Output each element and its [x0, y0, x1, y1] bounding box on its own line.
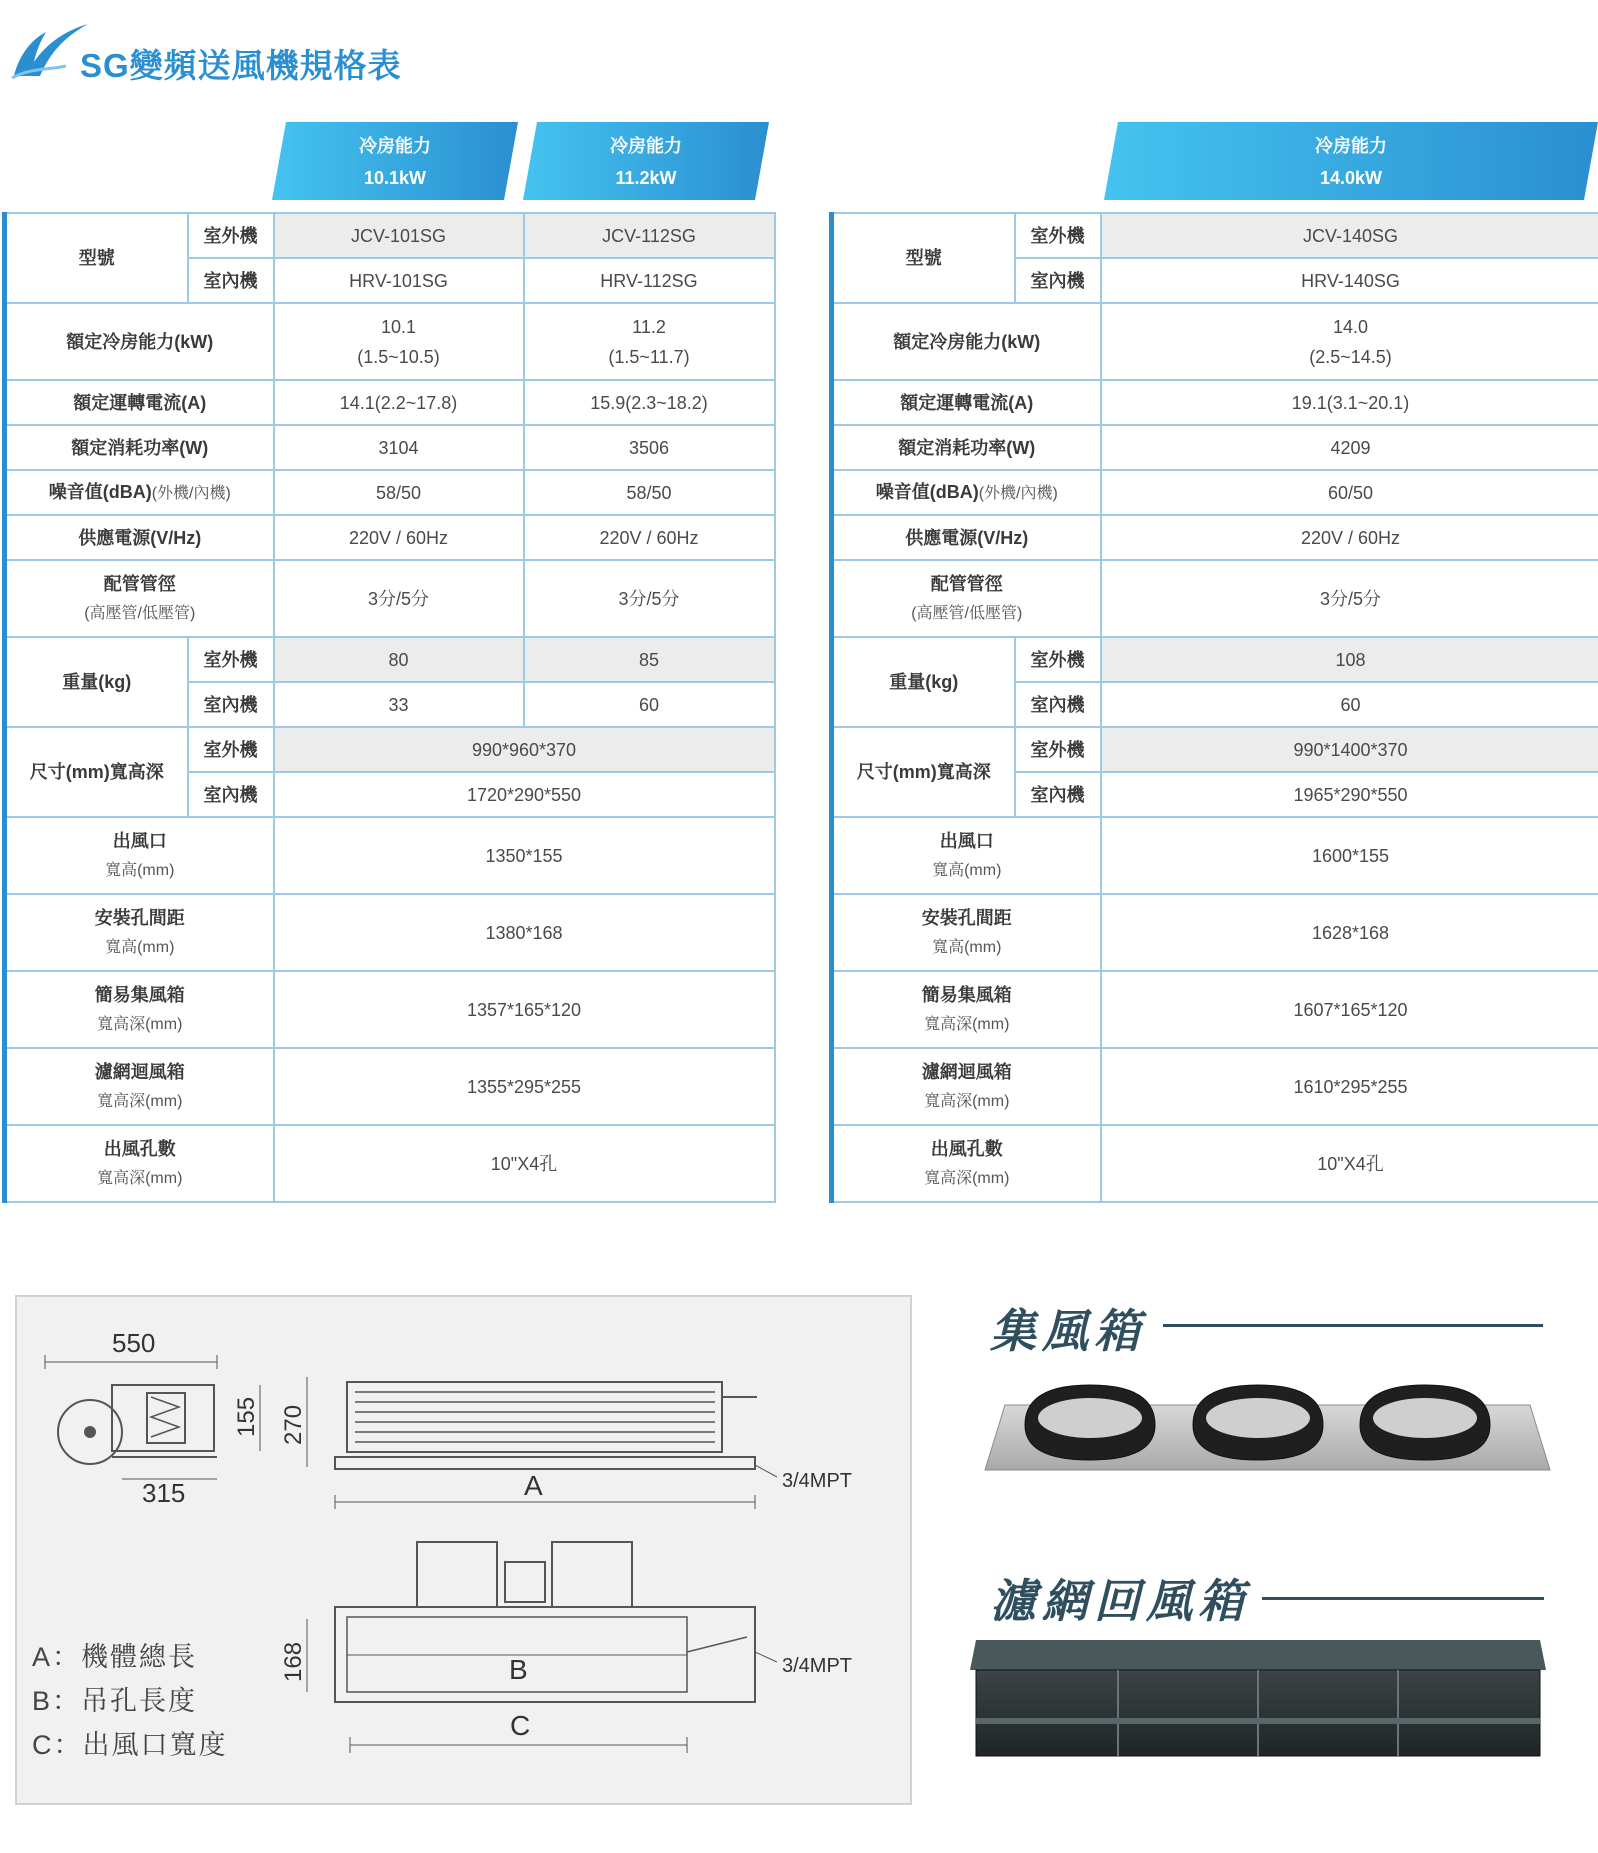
outlet-count-label: 出風孔數 — [930, 1138, 1003, 1159]
cooling-range: (2.5~14.5) — [1309, 346, 1392, 367]
filter-return-box-title: 濾網回風箱 — [990, 1575, 1250, 1627]
mount-label: 安裝孔間距 — [94, 907, 185, 928]
spec-table-left — [2, 212, 776, 1203]
mount-label-sub: 寬高(mm) — [105, 938, 175, 956]
plenum-label: 簡易集風箱 — [94, 984, 185, 1005]
legend-c: C：出風口寬度 — [32, 1730, 228, 1760]
sub-label-outdoor: 室外機 — [188, 637, 274, 682]
cell-plenum: 1607*165*120 — [1101, 971, 1598, 1048]
outlet-label: 出風口 — [112, 830, 167, 851]
table-row — [5, 303, 775, 380]
row-label-rated-cooling: 額定冷房能力(kW) — [5, 303, 274, 380]
row-label-mount — [832, 894, 1101, 971]
table-row — [5, 380, 775, 425]
cell-outlet: 1350*155 — [274, 817, 775, 894]
table-row — [832, 470, 1598, 515]
row-label-weight: 重量(kg) — [5, 637, 188, 727]
cooling-value: 10.1 — [380, 316, 417, 337]
table-row — [832, 637, 1598, 682]
table-row — [5, 515, 775, 560]
table-row — [5, 727, 775, 772]
cell-size-indoor: 1720*290*550 — [274, 772, 775, 817]
table-row — [832, 894, 1598, 971]
cell-noise: 58/50 — [274, 470, 524, 515]
sub-label-outdoor: 室外機 — [188, 213, 274, 258]
row-label-rated-current: 額定運轉電流(A) — [832, 380, 1101, 425]
cell-size-outdoor: 990*1400*370 — [1101, 727, 1598, 772]
cell-outlet-count: 10"X4孔 — [274, 1125, 775, 1202]
cell-plenum: 1357*165*120 — [274, 971, 775, 1048]
noise-label-suffix: (外機/內機) — [151, 484, 231, 502]
cell-filter-box: 1610*295*255 — [1101, 1048, 1598, 1125]
legend-b: B：吊孔長度 — [32, 1686, 198, 1716]
row-label-pipe — [832, 560, 1101, 637]
cell-weight-indoor: 33 — [274, 682, 524, 727]
dim-270-label: 270 — [280, 1404, 307, 1445]
mount-label: 安裝孔間距 — [921, 907, 1012, 928]
noise-label-suffix: (外機/內機) — [978, 484, 1058, 502]
cell-pipe: 3分/5分 — [1101, 560, 1598, 637]
row-label-filter-box — [832, 1048, 1101, 1125]
filter-return-box-photo-icon — [968, 1640, 1548, 1760]
filter-box-label: 濾網迴風箱 — [94, 1061, 185, 1082]
cell-rated-power: 3104 — [274, 425, 524, 470]
cell-rated-cooling — [274, 303, 524, 380]
cell-rated-current: 19.1(3.1~20.1) — [1101, 380, 1598, 425]
sub-label-indoor: 室內機 — [188, 772, 274, 817]
cell-weight-outdoor: 80 — [274, 637, 524, 682]
outlet-count-label: 出風孔數 — [103, 1138, 176, 1159]
cell-rated-cooling — [524, 303, 775, 380]
table-row — [5, 213, 775, 258]
plenum-label-sub: 寬高深(mm) — [924, 1015, 1010, 1033]
cell-rated-current: 14.1(2.2~17.8) — [274, 380, 524, 425]
divider-line — [1163, 1324, 1543, 1327]
cell-filter-box: 1355*295*255 — [274, 1048, 775, 1125]
row-label-noise — [832, 470, 1101, 515]
cell-size-indoor: 1965*290*550 — [1101, 772, 1598, 817]
row-label-rated-cooling: 額定冷房能力(kW) — [832, 303, 1101, 380]
table-row — [832, 380, 1598, 425]
cell-weight-indoor: 60 — [1101, 682, 1598, 727]
cooling-value: 14.0 — [1332, 316, 1369, 337]
row-label-weight: 重量(kg) — [832, 637, 1015, 727]
cell-model-indoor: HRV-140SG — [1101, 258, 1598, 303]
cell-model-indoor: HRV-101SG — [274, 258, 524, 303]
page-title: SG變頻送風機規格表 — [80, 47, 402, 84]
outlet-label: 出風口 — [939, 830, 994, 851]
column-header-14kw — [1104, 122, 1598, 200]
cell-mount: 1628*168 — [1101, 894, 1598, 971]
table-row — [832, 515, 1598, 560]
sub-label-indoor: 室內機 — [188, 682, 274, 727]
sub-label-indoor: 室內機 — [1015, 772, 1101, 817]
row-label-pipe — [5, 560, 274, 637]
table-row — [832, 1125, 1598, 1202]
sub-label-outdoor: 室外機 — [188, 727, 274, 772]
sub-label-indoor: 室內機 — [188, 258, 274, 303]
outlet-label-sub: 寬高(mm) — [932, 861, 1002, 879]
plenum-label-sub: 寬高深(mm) — [97, 1015, 183, 1033]
table-row — [5, 637, 775, 682]
brand-logo-icon — [10, 18, 90, 80]
row-label-size: 尺寸(mm)寬高深 — [832, 727, 1015, 817]
table-row — [832, 213, 1598, 258]
row-label-plenum — [832, 971, 1101, 1048]
sub-label-outdoor: 室外機 — [1015, 213, 1101, 258]
dim-c-label: C — [510, 1710, 531, 1741]
column-header-label: 冷房能力 — [359, 136, 431, 156]
cell-weight-outdoor: 108 — [1101, 637, 1598, 682]
dim-b-label: B — [509, 1654, 528, 1685]
pipe-label-sub: (高壓管/低壓管) — [84, 604, 196, 622]
table-row — [832, 727, 1598, 772]
row-label-rated-power: 額定消耗功率(W) — [832, 425, 1101, 470]
cell-outlet-count: 10"X4孔 — [1101, 1125, 1598, 1202]
row-label-outlet-count — [5, 1125, 274, 1202]
divider-line — [1262, 1597, 1544, 1600]
row-label-plenum — [5, 971, 274, 1048]
noise-label: 噪音值(dBA) — [875, 481, 979, 502]
table-row — [832, 971, 1598, 1048]
cell-noise: 58/50 — [524, 470, 775, 515]
column-header-label: 冷房能力 — [1315, 136, 1387, 156]
sub-label-outdoor: 室外機 — [1015, 727, 1101, 772]
cell-power-supply: 220V / 60Hz — [524, 515, 775, 560]
spec-table-right — [829, 212, 1598, 1203]
cell-power-supply: 220V / 60Hz — [274, 515, 524, 560]
cell-size-outdoor: 990*960*370 — [274, 727, 775, 772]
table-row — [832, 560, 1598, 637]
cooling-value: 11.2 — [632, 316, 666, 337]
dim-550-label: 550 — [112, 1328, 156, 1358]
pipe-label: 配管管徑 — [103, 573, 176, 594]
table-row — [832, 425, 1598, 470]
cell-noise: 60/50 — [1101, 470, 1598, 515]
mount-label-sub: 寬高(mm) — [932, 938, 1002, 956]
sub-label-outdoor: 室外機 — [1015, 637, 1101, 682]
row-label-outlet — [5, 817, 274, 894]
column-header-10kw — [272, 122, 518, 200]
mpt-bottom-label: 3/4MPT — [782, 1655, 853, 1677]
row-label-power-supply: 供應電源(V/Hz) — [5, 515, 274, 560]
row-label-rated-power: 額定消耗功率(W) — [5, 425, 274, 470]
table-row — [5, 425, 775, 470]
cell-model-outdoor: JCV-101SG — [274, 213, 524, 258]
row-label-model: 型號 — [5, 213, 188, 303]
row-label-model: 型號 — [832, 213, 1015, 303]
table-row — [832, 817, 1598, 894]
cell-pipe: 3分/5分 — [524, 560, 775, 637]
table-row — [5, 817, 775, 894]
column-header-label: 冷房能力 — [610, 136, 682, 156]
column-header-capacity: 11.2kW — [615, 168, 677, 188]
column-header-capacity: 10.1kW — [363, 168, 427, 188]
pipe-label-sub: (高壓管/低壓管) — [911, 604, 1023, 622]
plenum-box-photo-icon — [975, 1380, 1555, 1490]
table-row — [832, 303, 1598, 380]
noise-label: 噪音值(dBA) — [48, 481, 152, 502]
outlet-label-sub: 寬高(mm) — [105, 861, 175, 879]
cell-weight-indoor: 60 — [524, 682, 775, 727]
dim-a-label: A — [524, 1470, 543, 1501]
column-header-capacity: 14.0kW — [1319, 168, 1383, 188]
row-label-filter-box — [5, 1048, 274, 1125]
dim-168-label: 168 — [280, 1641, 307, 1682]
table-row — [5, 971, 775, 1048]
legend-a: A：機體總長 — [32, 1642, 198, 1672]
cell-rated-power: 4209 — [1101, 425, 1598, 470]
cell-power-supply: 220V / 60Hz — [1101, 515, 1598, 560]
filter-box-label: 濾網迴風箱 — [921, 1061, 1012, 1082]
table-row — [5, 470, 775, 515]
cell-rated-power: 3506 — [524, 425, 775, 470]
table-row — [832, 1048, 1598, 1125]
filter-box-label-sub: 寬高深(mm) — [924, 1092, 1010, 1110]
row-label-rated-current: 額定運轉電流(A) — [5, 380, 274, 425]
cell-weight-outdoor: 85 — [524, 637, 775, 682]
sub-label-indoor: 室內機 — [1015, 258, 1101, 303]
table-row — [5, 1125, 775, 1202]
cell-model-outdoor: JCV-112SG — [524, 213, 775, 258]
table-row — [5, 894, 775, 971]
row-label-outlet — [832, 817, 1101, 894]
outlet-count-label-sub: 寬高深(mm) — [924, 1169, 1010, 1187]
plenum-label: 簡易集風箱 — [921, 984, 1012, 1005]
cell-rated-cooling — [1101, 303, 1598, 380]
table-row — [5, 560, 775, 637]
row-label-noise — [5, 470, 274, 515]
row-label-mount — [5, 894, 274, 971]
filter-box-label-sub: 寬高深(mm) — [97, 1092, 183, 1110]
dim-155-label: 155 — [233, 1396, 260, 1437]
cell-model-outdoor: JCV-140SG — [1101, 213, 1598, 258]
outlet-count-label-sub: 寬高深(mm) — [97, 1169, 183, 1187]
column-header-11kw — [523, 122, 769, 200]
plenum-box-title: 集風箱 — [990, 1305, 1146, 1357]
cell-outlet: 1600*155 — [1101, 817, 1598, 894]
cell-model-indoor: HRV-112SG — [524, 258, 775, 303]
cell-mount: 1380*168 — [274, 894, 775, 971]
mpt-top-label: 3/4MPT — [782, 1470, 853, 1492]
cell-rated-current: 15.9(2.3~18.2) — [524, 380, 775, 425]
table-row — [5, 1048, 775, 1125]
cooling-range: (1.5~11.7) — [608, 346, 690, 367]
pipe-label: 配管管徑 — [930, 573, 1003, 594]
cooling-range: (1.5~10.5) — [357, 346, 440, 367]
sub-label-indoor: 室內機 — [1015, 682, 1101, 727]
row-label-size: 尺寸(mm)寬高深 — [5, 727, 188, 817]
dim-315-label: 315 — [142, 1478, 186, 1508]
row-label-outlet-count — [832, 1125, 1101, 1202]
cell-pipe: 3分/5分 — [274, 560, 524, 637]
row-label-power-supply: 供應電源(V/Hz) — [832, 515, 1101, 560]
